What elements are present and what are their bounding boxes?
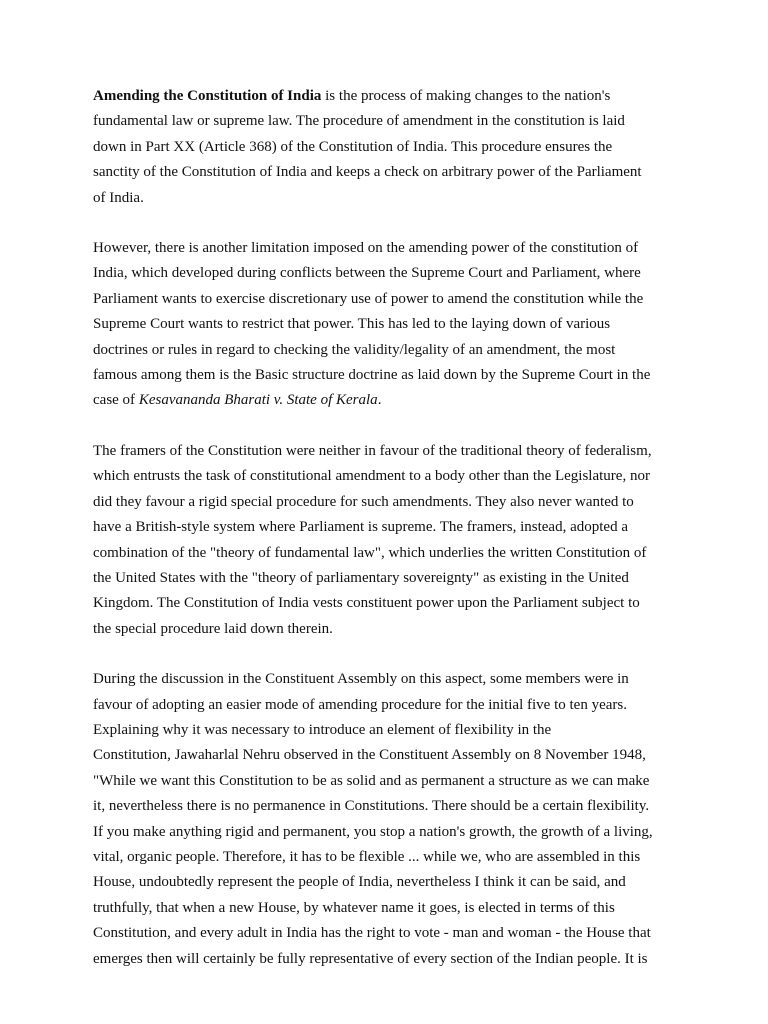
text-segment: India, which developed during conflicts between the Supreme Court and Parliament, where (93, 265, 641, 282)
text-line (93, 794, 671, 819)
text-segment: the United States with the "theory of parliamentary sovereignty" as existing in the United (93, 569, 629, 586)
text-segment: Supreme Court wants to restrict that power. This has led to the laying down of various (93, 316, 611, 333)
text-segment: The framers of the Constitution were neither in favour of the traditional theory of federalism, (93, 442, 652, 459)
text-line (93, 896, 671, 921)
text-segment: of India. (93, 189, 144, 206)
text-line (93, 845, 671, 870)
text-line (93, 693, 671, 718)
text-segment: have a British-style system where Parliament is supreme. The framers, instead, adopted a (93, 519, 628, 536)
text-line (93, 566, 671, 591)
text-line (93, 718, 671, 743)
text-line (93, 84, 671, 109)
text-line (93, 541, 671, 566)
text-line (93, 186, 671, 211)
text-line (93, 464, 671, 489)
text-segment: is the process of making changes to the nation's (321, 88, 611, 104)
text-segment: During the discussion in the Constituent Assembly on this aspect, some members were in (93, 671, 629, 688)
text-segment: fundamental law or supreme law. The procedure of amendment in the constitution is laid (93, 113, 625, 130)
text-line (93, 591, 671, 616)
text-segment: combination of the "theory of fundamental law", which underlies the written Constitution of (93, 544, 647, 561)
text-line (93, 769, 671, 794)
bold-term: Amending the Constitution of India (93, 88, 322, 104)
text-line (93, 261, 671, 286)
text-line (93, 947, 671, 972)
text-segment: vital, organic people. Therefore, it has to be flexible ... while we, who are assembled in this (93, 848, 641, 865)
text-line (93, 338, 671, 363)
paragraph (93, 236, 671, 414)
text-segment: which entrusts the task of constitutional amendment to a body other than the Legislature, nor (93, 468, 650, 485)
text-segment: Parliament wants to exercise discretionary use of power to amend the constitution while the (93, 290, 644, 307)
text-segment: doctrines or rules in regard to checking the validity/legality of an amendment, the most (93, 341, 616, 358)
text-line (93, 490, 671, 515)
text-line (93, 312, 671, 337)
text-segment: truthfully, that when a new House, by whatever name it goes, is elected in terms of this (93, 899, 615, 916)
text-segment: it, nevertheless there is no permanence in Constitutions. There should be a certain flexibility. (93, 798, 650, 815)
text-segment: case of (93, 392, 139, 409)
text-line (93, 109, 671, 134)
text-line (93, 921, 671, 946)
text-segment: the special procedure laid down therein. (93, 620, 333, 637)
text-line (93, 135, 671, 160)
text-segment: However, there is another limitation imposed on the amending power of the constitution of (93, 240, 639, 257)
text-line (93, 617, 671, 642)
paragraph (93, 667, 671, 972)
text-line (93, 667, 671, 692)
paragraph (93, 439, 671, 642)
italic-case-name: Kesavananda Bharati v. State of Kerala (138, 392, 378, 409)
text-segment: sanctity of the Constitution of India and keeps a check on arbitrary power of the Parliament (93, 164, 642, 181)
text-line (93, 515, 671, 540)
text-segment: "While we want this Constitution to be as solid and as permanent a structure as we can make (93, 772, 650, 789)
text-segment: down in Part XX (Article 368) of the Constitution of India. This procedure ensures the (93, 138, 613, 155)
text-segment: Constitution, Jawaharlal Nehru observed in the Constituent Assembly on 8 November 1948, (93, 747, 646, 764)
text-segment: did they favour a rigid special procedure for such amendments. They also never wanted to (93, 493, 634, 510)
text-line (93, 820, 671, 845)
text-segment: House, undoubtedly represent the people of India, nevertheless I think it can be said, and (93, 874, 626, 891)
text-segment: Explaining why it was necessary to introduce an element of flexibility in the (93, 721, 552, 738)
text-segment: . (377, 392, 382, 409)
text-line (93, 439, 671, 464)
text-line (93, 160, 671, 185)
text-segment: Constitution, and every adult in India has the right to vote - man and woman - the House that (93, 925, 651, 942)
text-line (93, 363, 671, 388)
text-segment: Kingdom. The Constitution of India vests constituent power upon the Parliament subject to (93, 595, 640, 612)
document-body (93, 84, 671, 997)
text-line (93, 287, 671, 312)
text-segment: If you make anything rigid and permanent, you stop a nation's growth, the growth of a living, (93, 823, 653, 840)
text-line (93, 743, 671, 768)
text-line (93, 388, 671, 413)
text-segment: favour of adopting an easier mode of amending procedure for the initial five to ten years. (93, 696, 627, 713)
paragraph (93, 84, 671, 211)
text-segment: emerges then will certainly be fully representative of every section of the Indian people. It is (93, 950, 648, 967)
text-segment: famous among them is the Basic structure doctrine as laid down by the Supreme Court in the (93, 367, 651, 384)
text-line (93, 236, 671, 261)
text-line (93, 870, 671, 895)
